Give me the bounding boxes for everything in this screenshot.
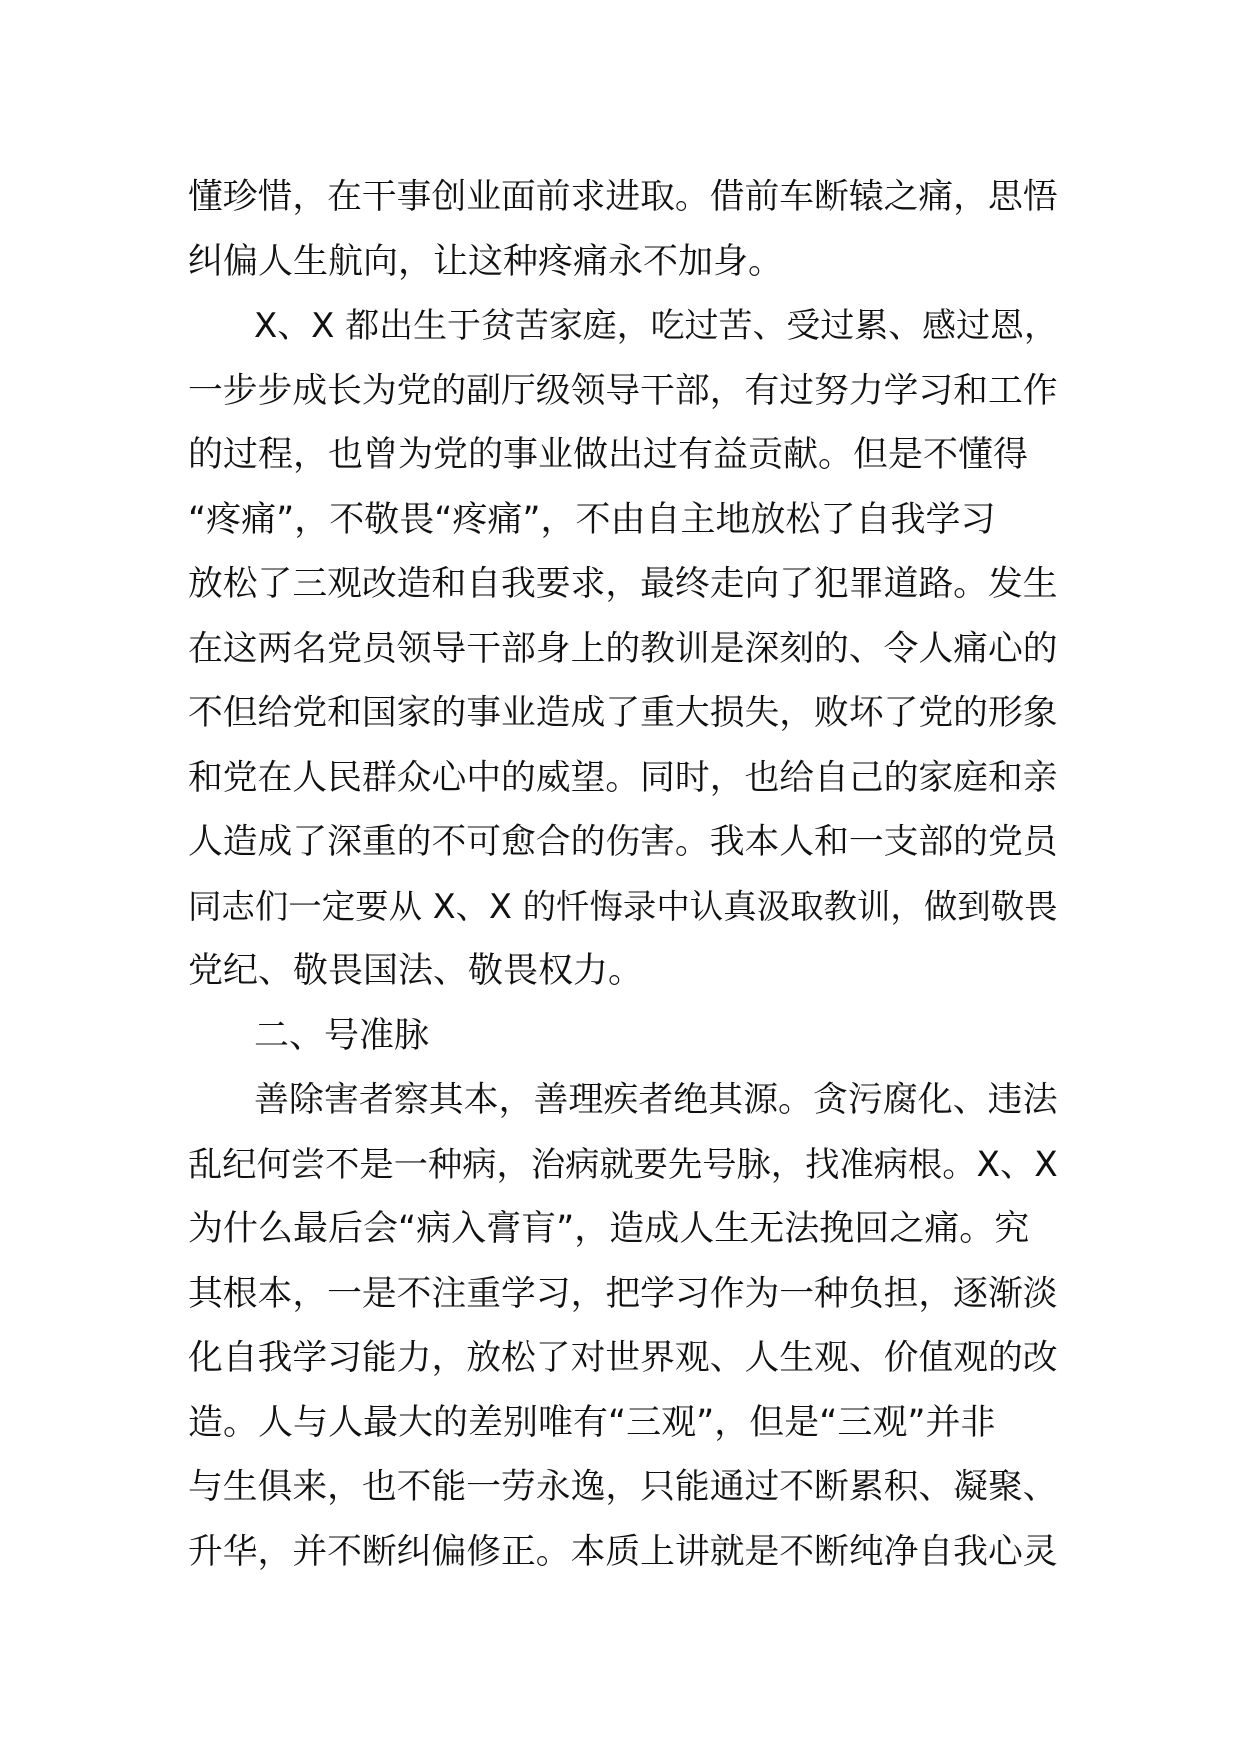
text-line: 其根本，一是不注重学习，把学习作为一种负担，逐渐淡 <box>188 1273 1058 1314</box>
paragraph-start-line: 善除害者察其本，善理疾者绝其源。贪污腐化、违法 <box>254 1080 1058 1120</box>
text-line: 造。人与人最大的差别唯有“三观”，但是“三观”并非 <box>188 1402 996 1443</box>
paragraph-start-line: X、X 都出生于贫苦家庭，吃过苦、受过累、感过恩， <box>254 306 1058 346</box>
document-body <box>188 165 1058 1584</box>
section-heading: 二、号准脉 <box>254 1015 430 1056</box>
text-line: 为什么最后会“病入膏肓”，造成人生无法挽回之痛。究 <box>188 1209 1030 1249</box>
text-line: 升华，并不断纠偏修正。本质上讲就是不断纯净自我心灵 <box>188 1531 1058 1572</box>
text-line: 与生俱来，也不能一劳永逸，只能通过不断累积、凝聚、 <box>188 1467 1058 1507</box>
text-line: 和党在人民群众心中的威望。同时，也给自己的家庭和亲 <box>188 757 1058 798</box>
text-line: 人造成了深重的不可愈合的伤害。我本人和一支部的党员 <box>188 822 1058 862</box>
text-line: 懂珍惜，在干事创业面前求进取。借前车断辕之痛，思悟 <box>188 177 1058 217</box>
text-line: 放松了三观改造和自我要求，最终走向了犯罪道路。发生 <box>188 564 1058 604</box>
text-line: 在这两名党员领导干部身上的教训是深刻的、令人痛心的 <box>188 628 1058 669</box>
text-line: 同志们一定要从 X、X 的忏悔录中认真汲取教训，做到敬畏 <box>188 886 1058 926</box>
text-line: 乱纪何尝不是一种病，治病就要先号脉，找准病根。X、X <box>188 1144 1058 1185</box>
text-line: 不但给党和国家的事业造成了重大损失，败坏了党的形象 <box>188 693 1058 733</box>
text-line: 一步步成长为党的副厅级领导干部，有过努力学习和工作 <box>188 370 1058 411</box>
text-line: 纠偏人生航向，让这种疼痛永不加身。 <box>188 241 784 282</box>
text-line: “疼痛”，不敬畏“疼痛”，不由自主地放松了自我学习 <box>188 499 996 540</box>
text-line: 党纪、敬畏国法、敬畏权力。 <box>188 951 644 991</box>
text-line: 化自我学习能力，放松了对世界观、人生观、价值观的改 <box>188 1338 1058 1378</box>
text-line: 的过程，也曾为党的事业做出过有益贡献。但是不懂得 <box>188 435 1029 475</box>
